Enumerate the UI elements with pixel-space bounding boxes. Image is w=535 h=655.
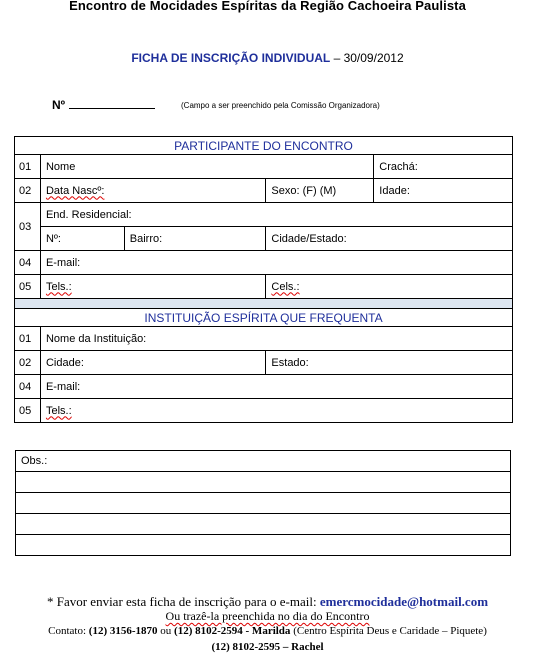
institution-email-field[interactable]: E-mail:	[40, 375, 512, 399]
badge-field[interactable]: Crachá:	[374, 155, 513, 179]
phones-label: Tels.:	[45, 280, 72, 293]
form-subtitle	[0, 51, 535, 65]
observations-box	[15, 450, 511, 556]
footer-line-email	[0, 594, 535, 609]
address-field[interactable]: End. Residencial:	[40, 203, 512, 227]
number-blank[interactable]	[69, 97, 155, 109]
section-divider	[15, 299, 513, 309]
number-note: (Campo a ser preenchido pela Comissão Organizadora)	[181, 101, 380, 110]
institution-state-field[interactable]: Estado:	[266, 351, 513, 375]
observations-line[interactable]	[16, 535, 511, 556]
institution-name-field[interactable]: Nome da Instituição:	[40, 327, 512, 351]
institution-city-field[interactable]: Cidade:	[40, 351, 265, 375]
phones-field[interactable]	[40, 275, 265, 299]
row-number: 04	[15, 375, 41, 399]
registration-number	[52, 97, 155, 112]
email-field[interactable]: E-mail:	[40, 251, 512, 275]
row-number: 04	[15, 251, 41, 275]
section-participant-title: PARTICIPANTE DO ENCONTRO	[15, 137, 513, 155]
footer-line-contact	[0, 624, 535, 639]
row-number: 01	[15, 327, 41, 351]
footer-line-contact-2	[0, 639, 535, 655]
observations-label[interactable]: Obs.:	[16, 451, 511, 472]
footer-line-bring	[0, 609, 535, 624]
footer-bring-text: Ou trazê-la preenchida no dia do Encontro	[165, 609, 370, 623]
form-date: – 30/09/2012	[330, 51, 404, 65]
form-name: FICHA DE INSCRIÇÃO INDIVIDUAL	[131, 51, 331, 65]
contact-email-link[interactable]: emercmocidade@hotmail.com	[319, 594, 489, 609]
row-number: 05	[15, 275, 41, 299]
document-title: Encontro de Mocidades Espíritas da Região Cachoeira Paulista	[69, 0, 466, 13]
institution-phones-field[interactable]	[40, 399, 512, 423]
row-number: 05	[15, 399, 41, 423]
row-number: 02	[15, 351, 41, 375]
district-field[interactable]: Bairro:	[124, 227, 266, 251]
observations-line[interactable]	[16, 472, 511, 493]
contact-place: (Centro Espírita Deus e Caridade – Piquete)	[293, 625, 487, 637]
number-label: Nº	[52, 98, 66, 112]
name-field[interactable]: Nome	[40, 155, 373, 179]
footer-instructions	[0, 594, 535, 655]
observations-line[interactable]	[16, 493, 511, 514]
footer-send-text: * Favor enviar esta ficha de inscrição para o e-mail:	[46, 594, 320, 609]
contact-or: ou	[160, 625, 172, 637]
city-state-field[interactable]: Cidade/Estado:	[266, 227, 513, 251]
registration-table	[14, 136, 513, 423]
section-institution-title: INSTITUIÇÃO ESPÍRITA QUE FREQUENTA	[15, 309, 513, 327]
row-number: 01	[15, 155, 41, 179]
address-number-field[interactable]: Nº:	[40, 227, 124, 251]
sex-field[interactable]: Sexo: (F) (M)	[266, 179, 374, 203]
birthdate-field[interactable]	[40, 179, 265, 203]
contact-phone-3: (12) 8102-2595 – Rachel	[211, 641, 324, 653]
row-number: 02	[15, 179, 41, 203]
institution-phones-label: Tels.:	[45, 404, 72, 417]
contact-phone-1: (12) 3156-1870	[88, 625, 158, 637]
observations-line[interactable]	[16, 514, 511, 535]
contact-phone-2: (12) 8102-2594 - Marilda	[174, 625, 291, 637]
age-field[interactable]: Idade:	[374, 179, 513, 203]
cellphones-label: Cels.:	[271, 280, 300, 293]
row-number: 03	[15, 203, 41, 251]
cellphones-field[interactable]	[266, 275, 513, 299]
birthdate-label: Data Nascº:	[45, 184, 105, 197]
contact-label: Contato:	[48, 625, 87, 637]
